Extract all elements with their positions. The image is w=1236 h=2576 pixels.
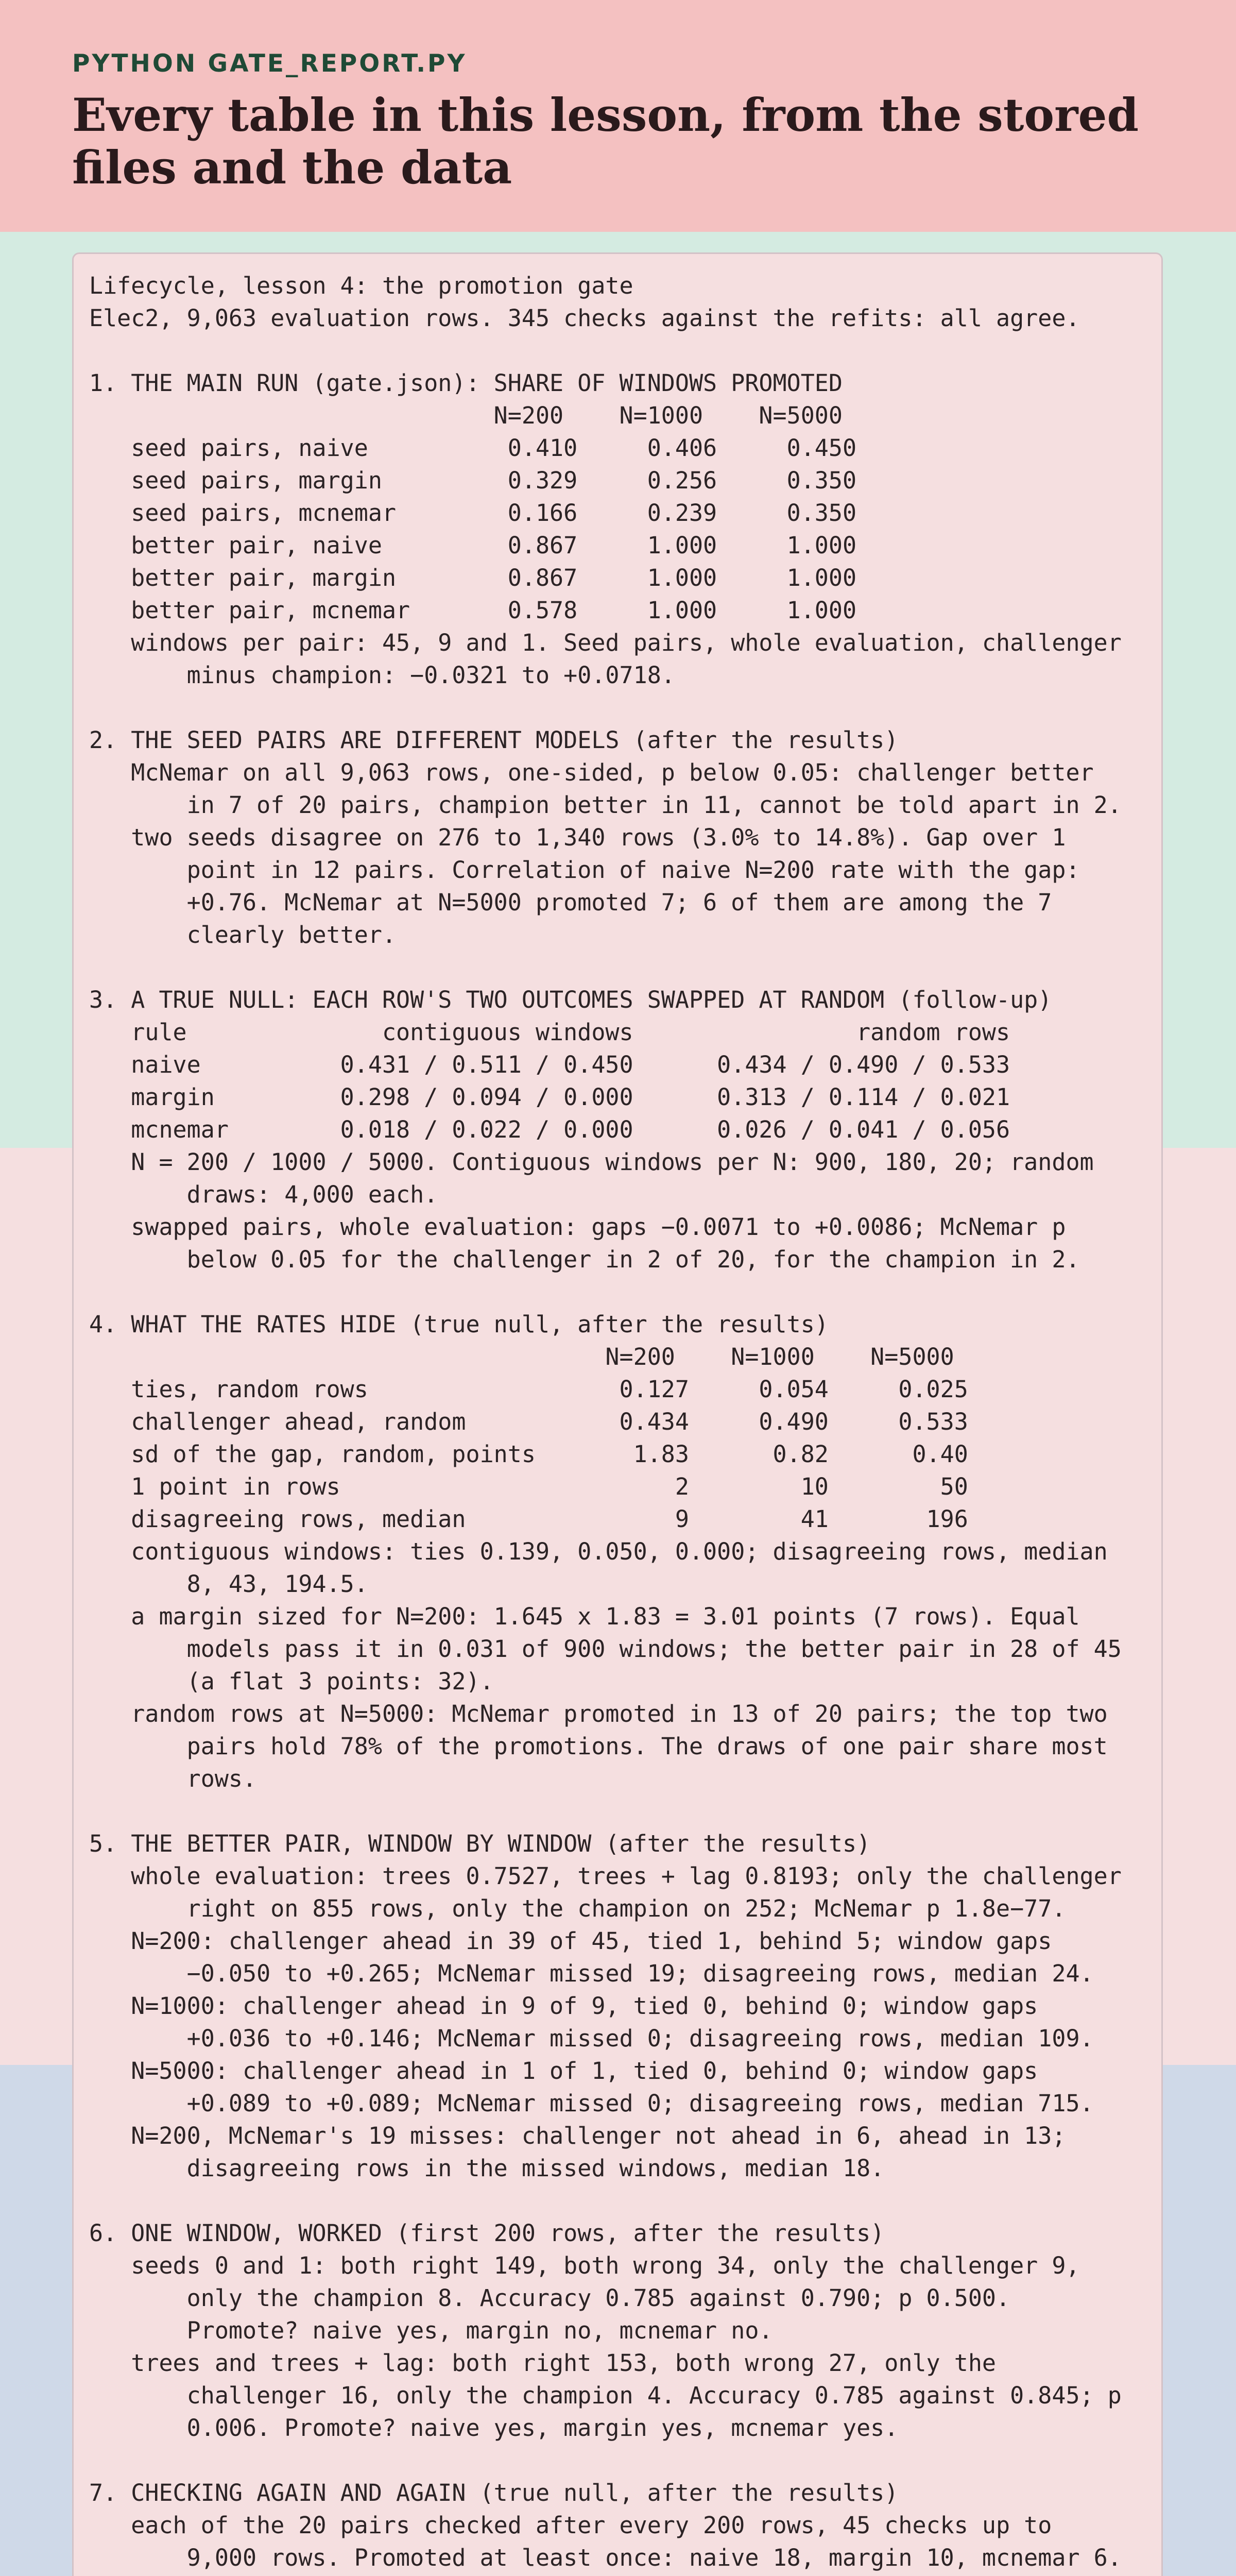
terminal-line: ties, random rows 0.127 0.054 0.025 [89,1376,968,1403]
terminal-line: −0.050 to +0.265; McNemar missed 19; disagreeing rows, median 24. [89,1960,1094,1987]
terminal-line: windows per pair: 45, 9 and 1. Seed pairs, whole evaluation, challenger [89,629,1122,656]
terminal-line: +0.76. McNemar at N=5000 promoted 7; 6 of them are among the 7 [89,889,1052,916]
terminal-line: N=200 N=1000 N=5000 [89,402,843,429]
terminal-line: rows. [89,1765,257,1792]
terminal-line: seed pairs, margin 0.329 0.256 0.350 [89,467,857,494]
terminal-line: 3. A TRUE NULL: EACH ROW'S TWO OUTCOMES SWAPPED AT RANDOM (follow-up) [89,986,1052,1013]
terminal-line: margin 0.298 / 0.094 / 0.000 0.313 / 0.114 / 0.021 [89,1083,1010,1111]
terminal-line: disagreeing rows, median 9 41 196 [89,1505,968,1533]
terminal-line: challenger 16, only the champion 4. Accuracy 0.785 against 0.845; p [89,2382,1122,2409]
terminal-line: naive 0.431 / 0.511 / 0.450 0.434 / 0.490 / 0.533 [89,1051,1010,1078]
terminal-line: N=200, McNemar's 19 misses: challenger not ahead in 6, ahead in 13; [89,2122,1066,2149]
terminal-line: point in 12 pairs. Correlation of naive N=200 rate with the gap: [89,856,1080,884]
terminal-line: McNemar on all 9,063 rows, one-sided, p below 0.05: challenger better [89,759,1094,786]
terminal-line: clearly better. [89,921,397,948]
terminal-line: N=1000: challenger ahead in 9 of 9, tied 0, behind 0; window gaps [89,1992,1038,2020]
terminal-line: swapped pairs, whole evaluation: gaps −0.0071 to +0.0086; McNemar p [89,1213,1066,1241]
terminal-line: N = 200 / 1000 / 5000. Contiguous windows per N: 900, 180, 20; random [89,1148,1094,1176]
terminal-line: +0.089 to +0.089; McNemar missed 0; disagreeing rows, median 715. [89,2090,1094,2117]
terminal-line: 6. ONE WINDOW, WORKED (first 200 rows, after the results) [89,2219,885,2247]
terminal-line: sd of the gap, random, points 1.83 0.82 0.40 [89,1440,968,1468]
terminal-line: 5. THE BETTER PAIR, WINDOW BY WINDOW (after the results) [89,1830,871,1857]
terminal-line: in 7 of 20 pairs, champion better in 11, cannot be told apart in 2. [89,791,1122,819]
terminal-line: 0.006. Promote? naive yes, margin yes, mcnemar yes. [89,2414,899,2442]
terminal-line: Lifecycle, lesson 4: the promotion gate [89,272,633,299]
terminal-line: two seeds disagree on 276 to 1,340 rows (3.0% to 14.8%). Gap over 1 [89,824,1066,851]
terminal-line: only the champion 8. Accuracy 0.785 against 0.790; p 0.500. [89,2284,1010,2312]
terminal-line: 1 point in rows 2 10 50 [89,1473,968,1500]
terminal-line: minus champion: −0.0321 to +0.0718. [89,662,675,689]
terminal-line: 9,000 rows. Promoted at least once: naive 18, margin 10, mcnemar 6. [89,2544,1122,2571]
terminal-line: better pair, mcnemar 0.578 1.000 1.000 [89,597,857,624]
terminal-line: N=200: challenger ahead in 39 of 45, tied 1, behind 5; window gaps [89,1927,1052,1955]
terminal-line: whole evaluation: trees 0.7527, trees + lag 0.8193; only the challenger [89,1862,1122,1890]
terminal-line: seed pairs, mcnemar 0.166 0.239 0.350 [89,499,857,527]
terminal-line: trees and trees + lag: both right 153, both wrong 27, only the [89,2349,996,2377]
terminal-line: contiguous windows: ties 0.139, 0.050, 0.000; disagreeing rows, median [89,1538,1108,1565]
terminal-output [89,269,1155,2576]
terminal-line: 1. THE MAIN RUN (gate.json): SHARE OF WINDOWS PROMOTED [89,369,843,397]
terminal-line: right on 855 rows, only the champion on 252; McNemar p 1.8e−77. [89,1895,1066,1922]
terminal-line: 2. THE SEED PAIRS ARE DIFFERENT MODELS (after the results) [89,726,899,754]
command-kicker: PYTHON GATE_REPORT.PY [72,49,467,78]
terminal-line: N=5000: challenger ahead in 1 of 1, tied 0, behind 0; window gaps [89,2057,1038,2084]
terminal-line: 8, 43, 194.5. [89,1570,368,1598]
terminal-line: pairs hold 78% of the promotions. The draws of one pair share most [89,1733,1108,1760]
terminal-line: N=200 N=1000 N=5000 [89,1343,954,1370]
page-title: Every table in this lesson, from the stored files and the data [72,88,1139,194]
terminal-line: better pair, naive 0.867 1.000 1.000 [89,532,857,559]
terminal-line: draws: 4,000 each. [89,1181,438,1208]
terminal-line: a margin sized for N=200: 1.645 x 1.83 = 3.01 points (7 rows). Equal [89,1603,1080,1630]
terminal-line: below 0.05 for the challenger in 2 of 20, for the champion in 2. [89,1246,1080,1273]
terminal-line: seeds 0 and 1: both right 149, both wrong 34, only the challenger 9, [89,2252,1080,2279]
terminal-line: rule contiguous windows random rows [89,1019,1010,1046]
terminal-line: Promote? naive yes, margin no, mcnemar no. [89,2317,773,2344]
terminal-line: each of the 20 pairs checked after every 200 rows, 45 checks up to [89,2512,1052,2539]
terminal-line: challenger ahead, random 0.434 0.490 0.533 [89,1408,968,1435]
terminal-window[interactable] [72,252,1163,2576]
terminal-line: random rows at N=5000: McNemar promoted in 13 of 20 pairs; the top two [89,1700,1108,1727]
terminal-line: Elec2, 9,063 evaluation rows. 345 checks against the refits: all agree. [89,304,1080,332]
terminal-line: 4. WHAT THE RATES HIDE (true null, after the results) [89,1311,829,1338]
terminal-line: disagreeing rows in the missed windows, median 18. [89,2155,885,2182]
terminal-line: seed pairs, naive 0.410 0.406 0.450 [89,434,857,462]
terminal-line: better pair, margin 0.867 1.000 1.000 [89,564,857,591]
terminal-line: models pass it in 0.031 of 900 windows; the better pair in 28 of 45 [89,1635,1122,1663]
terminal-line: +0.036 to +0.146; McNemar missed 0; disagreeing rows, median 109. [89,2025,1094,2052]
terminal-line: (a flat 3 points: 32). [89,1668,494,1695]
terminal-line: 7. CHECKING AGAIN AND AGAIN (true null, after the results) [89,2479,899,2506]
terminal-line: mcnemar 0.018 / 0.022 / 0.000 0.026 / 0.041 / 0.056 [89,1116,1010,1143]
